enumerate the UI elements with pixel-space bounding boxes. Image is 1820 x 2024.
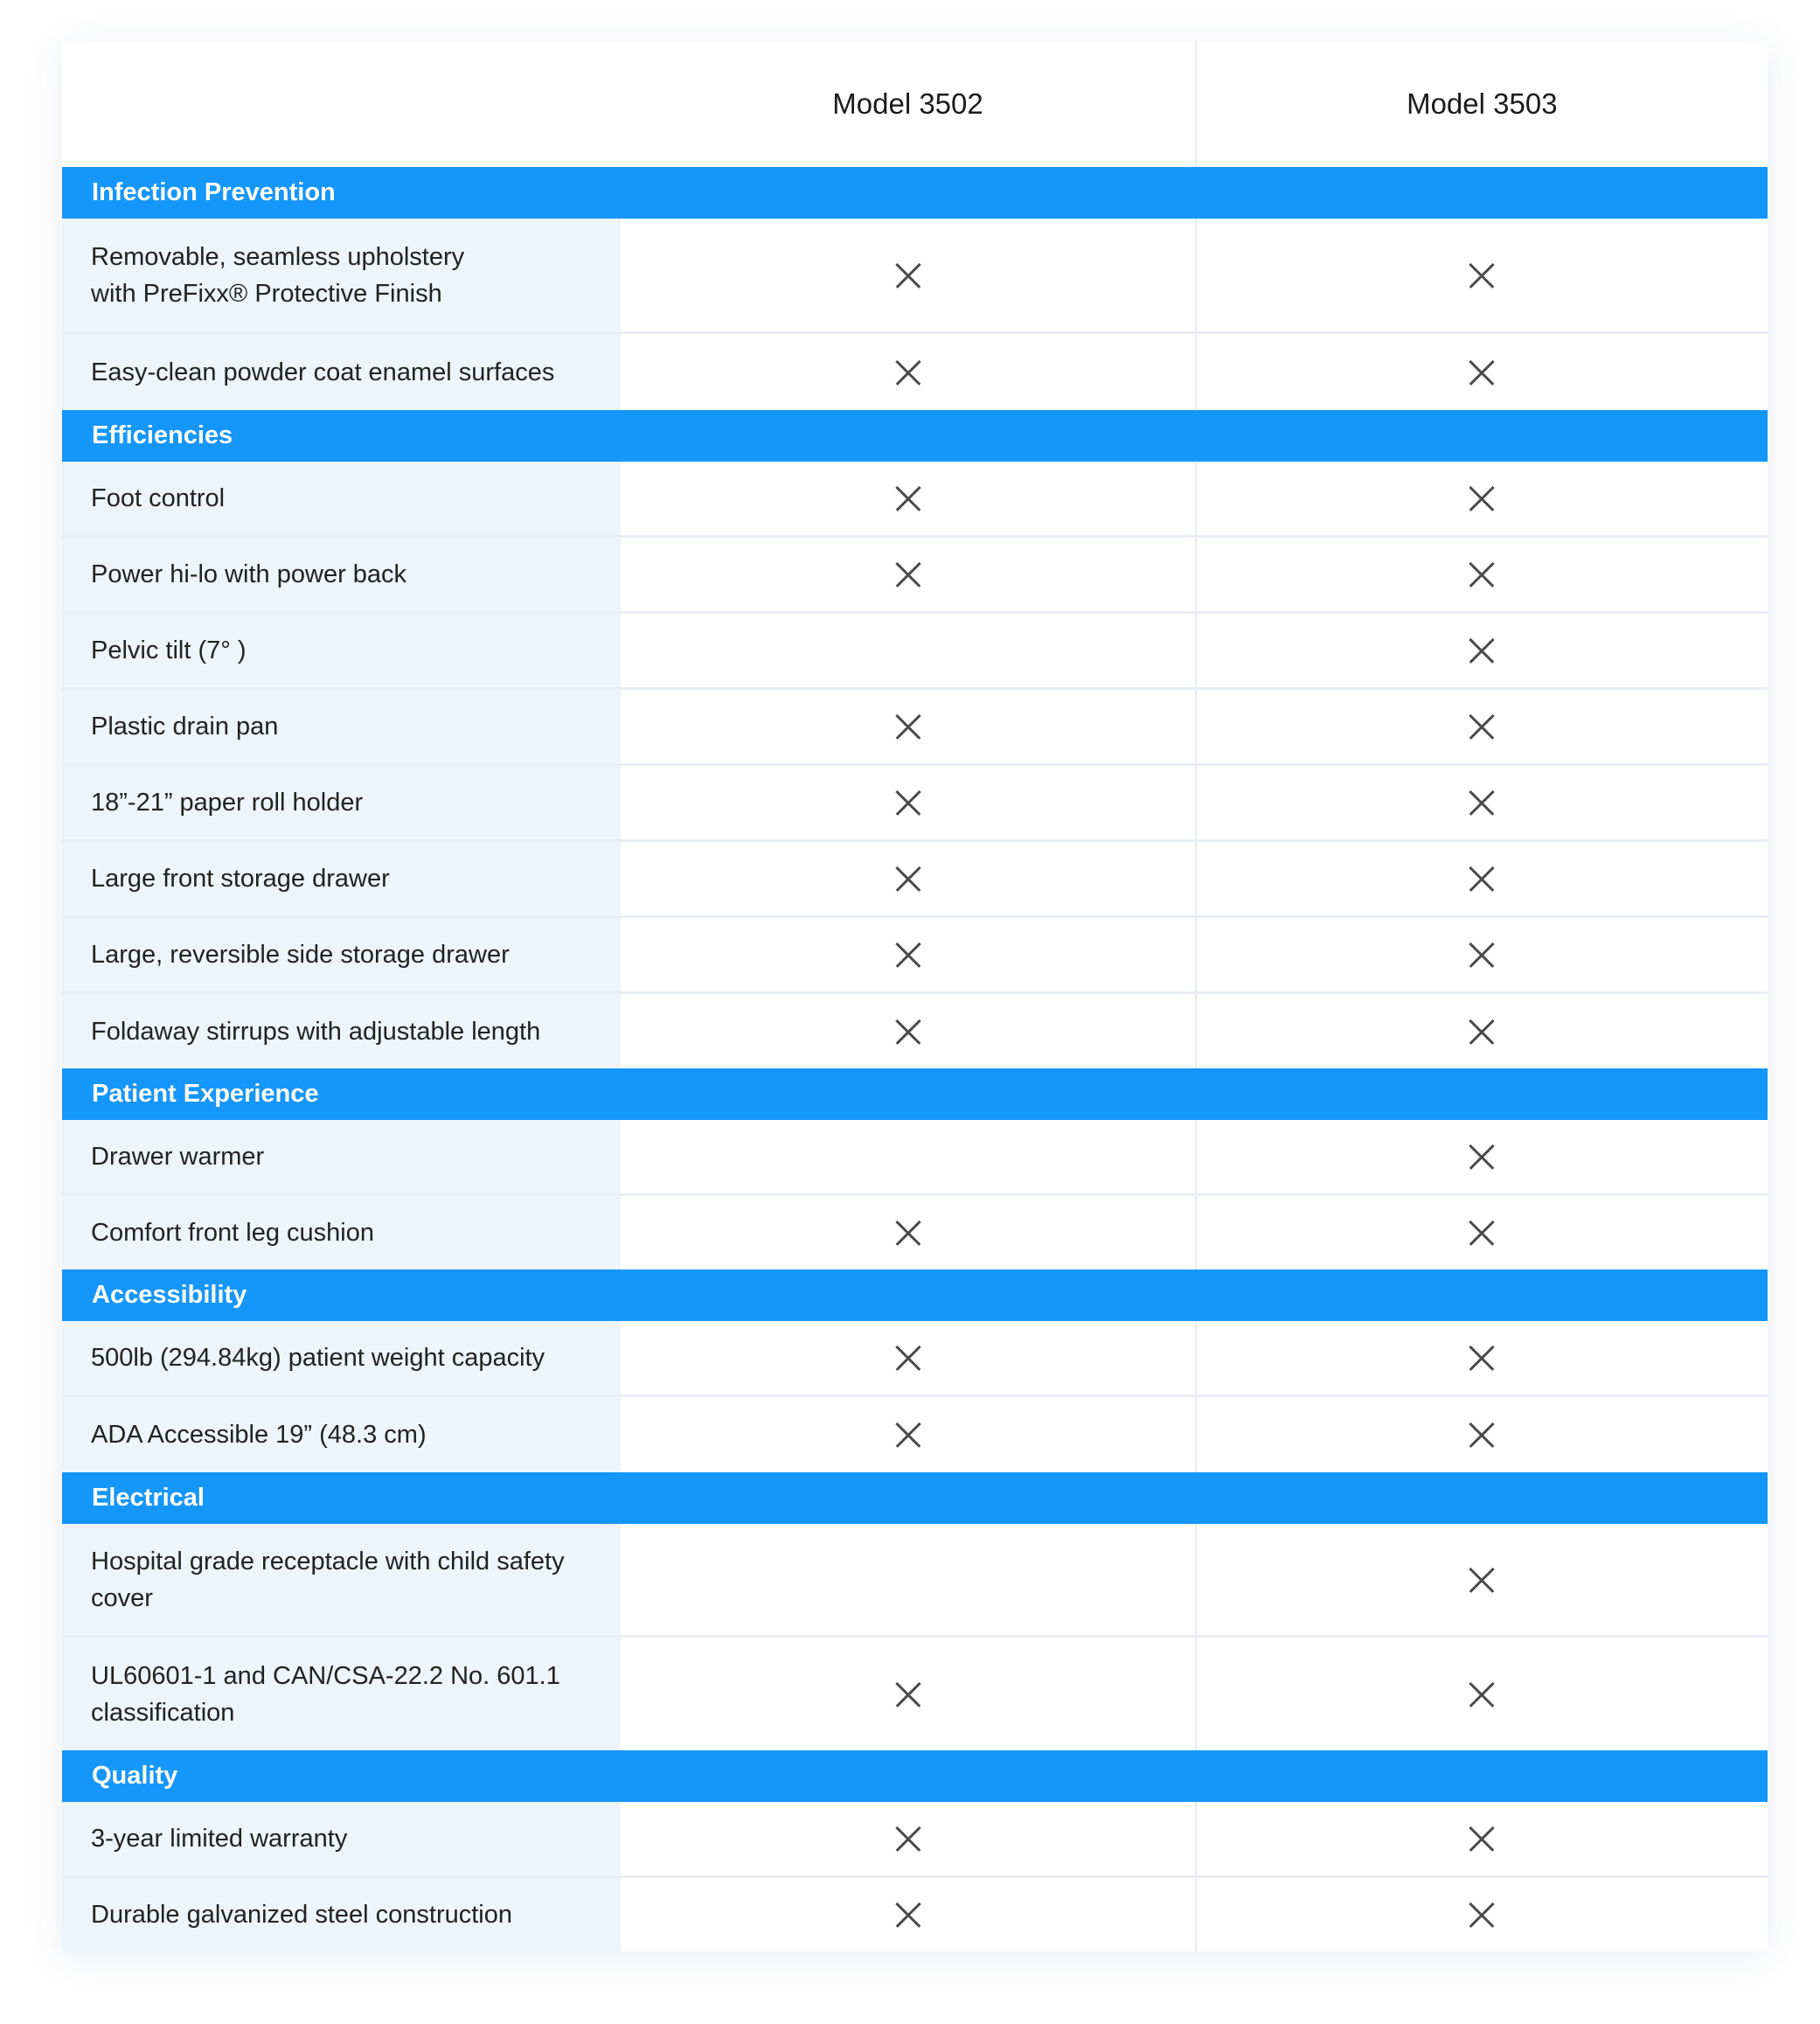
feature-label: Durable galvanized steel construction	[62, 1878, 621, 1951]
table-row	[62, 538, 1768, 614]
model-3503-cell	[1197, 1802, 1768, 1875]
table-row	[62, 1120, 1768, 1196]
header-row	[62, 41, 1768, 167]
model-3502-cell	[621, 842, 1196, 915]
check-x-icon	[895, 1019, 921, 1045]
column-header-model-3502: Model 3502	[621, 41, 1196, 167]
check-x-icon	[895, 866, 921, 892]
table-row	[62, 1878, 1768, 1951]
feature-label: Pelvic tilt (7° )	[62, 614, 621, 687]
model-3502-cell	[621, 1878, 1196, 1951]
table-row	[62, 994, 1768, 1068]
model-3502-cell	[621, 994, 1196, 1068]
feature-label: Drawer warmer	[62, 1120, 621, 1193]
model-3503-cell	[1197, 1321, 1768, 1395]
model-3502-cell	[621, 1321, 1196, 1395]
feature-label: UL60601-1 and CAN/CSA-22.2 No. 601.1 classification	[62, 1638, 621, 1750]
check-x-icon	[1469, 1567, 1495, 1593]
check-x-icon	[895, 485, 921, 511]
check-x-icon	[1469, 637, 1495, 664]
model-3503-cell	[1197, 994, 1768, 1068]
model-3502-cell	[621, 1524, 1196, 1635]
column-header-model-3503: Model 3503	[1407, 87, 1558, 120]
model-3502-cell	[621, 614, 1196, 687]
feature-label: Foldaway stirrups with adjustable length	[62, 994, 621, 1068]
model-3503-cell	[1197, 334, 1768, 410]
table-row	[62, 766, 1768, 842]
check-x-icon	[1469, 1681, 1495, 1708]
table-row	[62, 1802, 1768, 1878]
model-3503-cell	[1197, 538, 1768, 611]
header-blank-cell	[62, 41, 621, 167]
check-x-icon	[895, 561, 921, 588]
feature-label: Large, reversible side storage drawer	[62, 918, 621, 991]
table-row	[62, 462, 1768, 538]
table-row	[62, 1524, 1768, 1638]
table-row	[62, 1638, 1768, 1750]
section-header: Quality	[62, 1750, 1768, 1802]
check-x-icon	[895, 1422, 921, 1448]
table-row	[62, 1321, 1768, 1397]
check-x-icon	[895, 1826, 921, 1852]
feature-label: 3-year limited warranty	[62, 1802, 621, 1875]
model-3503-cell	[1197, 842, 1768, 915]
check-x-icon	[1469, 561, 1495, 588]
model-3502-cell	[621, 219, 1196, 331]
model-3503-cell	[1197, 1638, 1768, 1750]
section-header: Electrical	[62, 1472, 1768, 1524]
feature-label: Easy-clean powder coat enamel surfaces	[62, 334, 621, 410]
comparison-table	[62, 41, 1768, 1951]
table-row	[62, 918, 1768, 994]
check-x-icon	[1469, 1902, 1495, 1928]
check-x-icon	[895, 713, 921, 740]
table-row	[62, 219, 1768, 334]
model-3503-cell	[1197, 219, 1768, 331]
check-x-icon	[895, 262, 921, 289]
model-3502-cell	[621, 1120, 1196, 1193]
check-x-icon	[1469, 359, 1495, 386]
check-x-icon	[1469, 1144, 1495, 1170]
model-3503-cell	[1197, 766, 1768, 839]
feature-label: Removable, seamless upholstery with PreFixx® Protective Finish	[62, 219, 621, 331]
check-x-icon	[1469, 485, 1495, 511]
section-header: Accessibility	[62, 1269, 1768, 1321]
check-x-icon	[895, 1902, 921, 1928]
feature-label: Large front storage drawer	[62, 842, 621, 915]
feature-label: Hospital grade receptacle with child safety cover	[62, 1524, 621, 1635]
feature-label: 500lb (294.84kg) patient weight capacity	[62, 1321, 621, 1395]
check-x-icon	[1469, 789, 1495, 816]
model-3503-cell	[1197, 690, 1768, 763]
check-x-icon	[1469, 1220, 1495, 1246]
check-x-icon	[1469, 1422, 1495, 1448]
check-x-icon	[895, 1220, 921, 1246]
check-x-icon	[895, 359, 921, 386]
model-3502-cell	[621, 1802, 1196, 1875]
model-3502-cell	[621, 334, 1196, 410]
check-x-icon	[1469, 942, 1495, 968]
feature-label: Power hi-lo with power back	[62, 538, 621, 611]
model-3503-cell	[1197, 918, 1768, 991]
feature-label: Plastic drain pan	[62, 690, 621, 763]
check-x-icon	[1469, 262, 1495, 289]
check-x-icon	[1469, 713, 1495, 740]
check-x-icon	[895, 1681, 921, 1708]
table-row	[62, 690, 1768, 766]
model-3502-cell	[621, 538, 1196, 611]
feature-label: ADA Accessible 19” (48.3 cm)	[62, 1397, 621, 1472]
feature-label: Comfort front leg cushion	[62, 1196, 621, 1269]
model-3502-cell	[621, 1638, 1196, 1750]
check-x-icon	[895, 789, 921, 816]
check-x-icon	[1469, 866, 1495, 892]
check-x-icon	[1469, 1826, 1495, 1852]
model-3502-cell	[621, 766, 1196, 839]
model-3503-cell	[1197, 614, 1768, 687]
model-3502-cell	[621, 1196, 1196, 1269]
model-3503-cell	[1197, 462, 1768, 535]
table-row	[62, 614, 1768, 690]
table-row	[62, 1196, 1768, 1269]
model-3502-cell	[621, 918, 1196, 991]
model-3503-cell	[1197, 1524, 1768, 1635]
table-row	[62, 842, 1768, 918]
model-3503-cell	[1197, 1878, 1768, 1951]
check-x-icon	[1469, 1345, 1495, 1371]
check-x-icon	[895, 942, 921, 968]
table-row	[62, 334, 1768, 410]
section-header: Infection Prevention	[62, 167, 1768, 219]
feature-label: Foot control	[62, 462, 621, 535]
model-3503-cell	[1197, 1120, 1768, 1193]
model-3502-cell	[621, 690, 1196, 763]
model-3503-cell	[1197, 1196, 1768, 1269]
section-header: Patient Experience	[62, 1068, 1768, 1120]
section-header: Efficiencies	[62, 410, 1768, 462]
model-3502-cell	[621, 462, 1196, 535]
check-x-icon	[895, 1345, 921, 1371]
feature-label: 18”-21” paper roll holder	[62, 766, 621, 839]
model-3502-cell	[621, 1397, 1196, 1472]
model-3503-cell	[1197, 1397, 1768, 1472]
check-x-icon	[1469, 1019, 1495, 1045]
table-row	[62, 1397, 1768, 1472]
